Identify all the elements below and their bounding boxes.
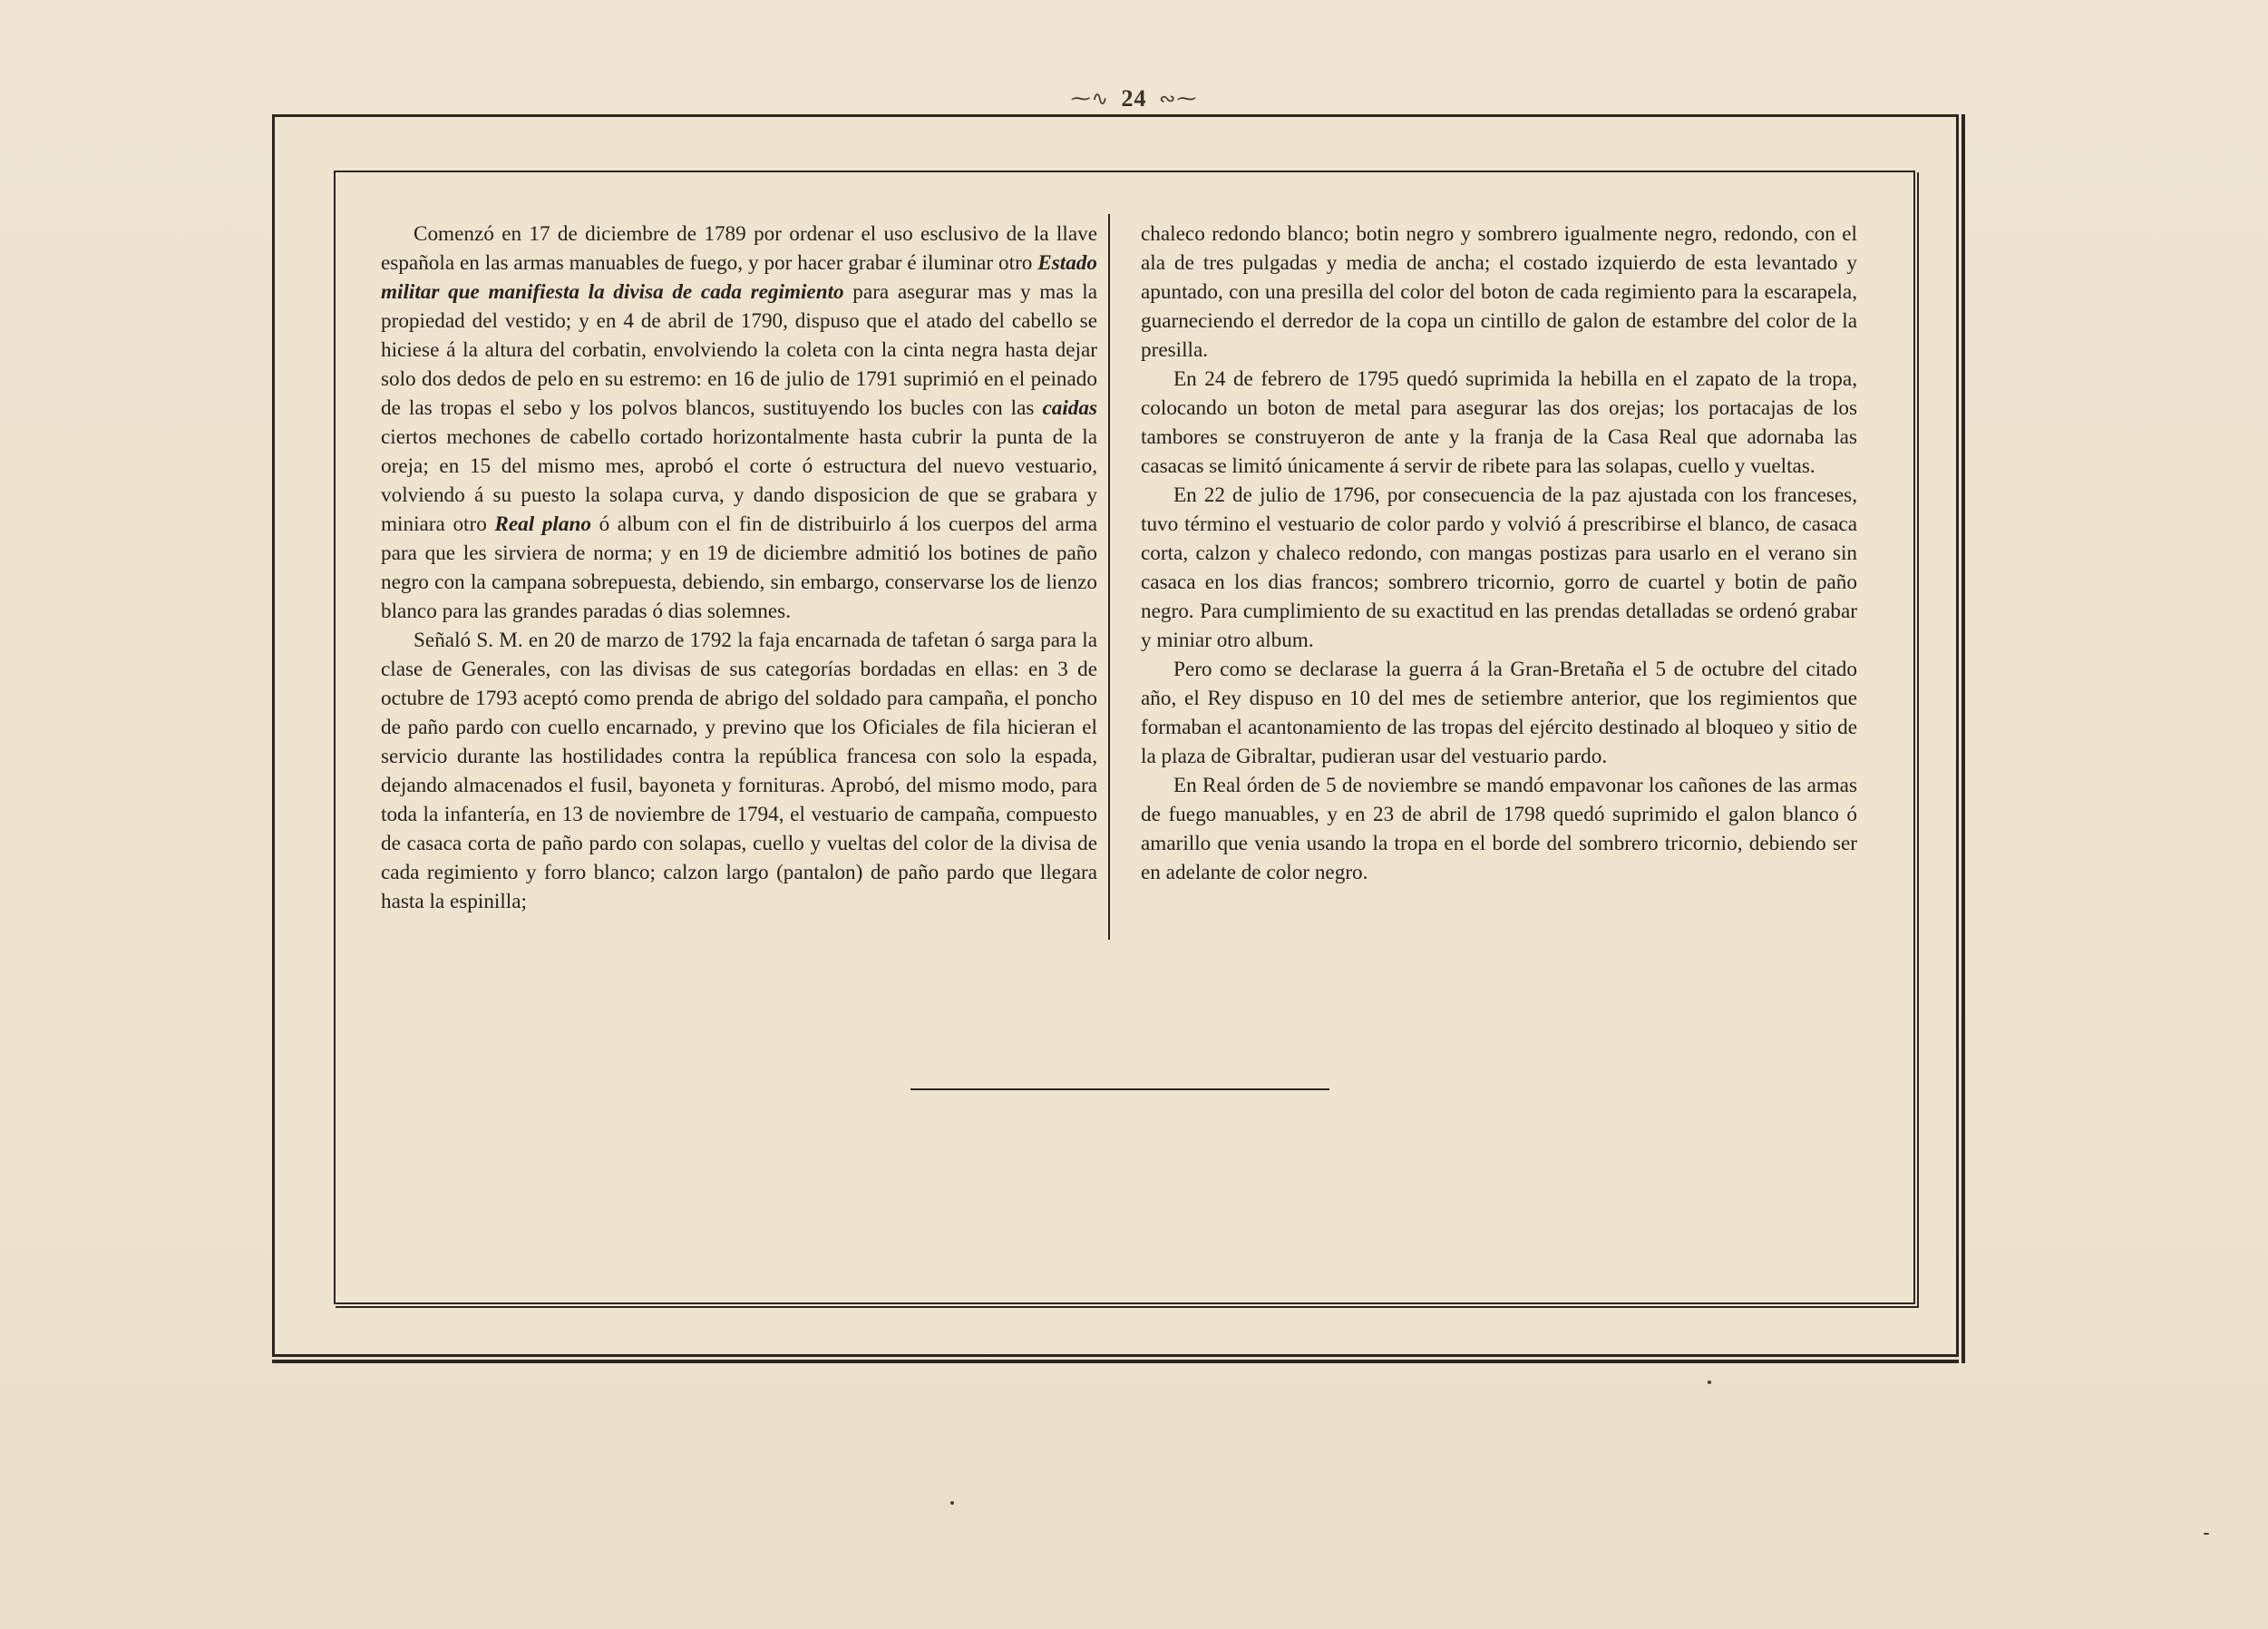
left-paragraph-1 xyxy=(381,219,1097,626)
text-run: Comenzó en 17 de diciembre de 1789 por ordenar el uso esclusivo de la llave española en las armas manuables de fuego, y por hacer grabar é iluminar otro xyxy=(381,222,1097,275)
italic-word-caidas: caidas xyxy=(1042,396,1097,420)
text-run: para asegurar mas y mas la propiedad del vestido; y en 4 de abril de 1790, dispuso que el atado del cabello se hiciese á la altura del corbatin, envolviendo la coleta con la cinta negra hasta dejar solo dos dedos de pelo en su estremo: en 16 de julio de 1791 suprimió en el peinado de las tropas el sebo y los polvos blancos, sustituyendo los bucles con las xyxy=(381,280,1097,420)
text-run: ciertos mechones de cabello cortado horizontalmente hasta cubrir la punta de la oreja; en 15 del mismo mes, aprobó el corte ó estructura del nuevo vestuario, volviendo á su puesto la solapa curva, y dando disposicion de que se grabara y miniara otro xyxy=(381,425,1097,536)
italic-title-estado-militar: Estado militar que manifiesta la divisa de cada regimiento xyxy=(381,251,1097,304)
left-paragraph-2: Señaló S. M. en 20 de marzo de 1792 la faja encarnada de tafetan ó sarga para la clase de Generales, con las divisas de sus categorías bordadas en ellas: en 3 de octubre de 1793 aceptó como prenda de abrigo del soldado para campaña, el poncho de paño pardo con cuello encarnado, y previno que los Oficiales de fila hicieran el servicio durante las hostilidades contra la república francesa con solo la espada, dejando almacenados el fusil, bayoneta y fornituras. Aprobó, del mismo modo, para toda la infantería, en 13 de noviembre de 1794, el vestuario de campaña, compuesto de casaca corta de paño pardo con solapas, cuello y vueltas del color de la divisa de cada regimiento y forro blanco; calzon largo (pantalon) de paño pardo que llegara hasta la espinilla; xyxy=(381,629,1097,913)
right-paragraph-4: Pero como se declarase la guerra á la Gran-Bretaña el 5 de octubre del citado año, el Rey dispuso en 10 del mes de setiembre anterior, que los regimientos que formaban el acantonamiento de las tropas del ejército destinado al bloqueo y sitio de la plaza de Gibraltar, pudieran usar del vestuario pardo. xyxy=(1141,658,1857,768)
left-text-column xyxy=(381,219,1097,916)
right-text-column xyxy=(1141,219,1857,887)
right-flourish-ornament: ∾⁓ xyxy=(1159,87,1198,111)
right-paragraph-3: En 22 de julio de 1796, por consecuencia de la paz ajustada con los franceses, tuvo término el vestuario de color pardo y volvió á prescribirse el blanco, de casaca corta, calzon y chaleco redondo, con mangas postizas para usarlo en el verano sin casaca en los dias francos; sombrero tricornio, gorro de cuartel y botin de paño negro. Para cumplimiento de su exactitud en las prendas detalladas se ordenó grabar y miniar otro album. xyxy=(1141,483,1857,652)
paper-speck xyxy=(2204,1533,2209,1535)
right-paragraph-2: En 24 de febrero de 1795 quedó suprimida la hebilla en el zapato de la tropa, colocando un boton de metal para asegurar las dos orejas; los portacajas de los tambores se construyeron de ante y la franja de la Casa Real que adornaba las casacas se limitó únicamente á servir de ribete para las solapas, cuello y vueltas. xyxy=(1141,367,1857,478)
paper-speck xyxy=(1708,1380,1711,1384)
right-paragraph-1: chaleco redondo blanco; botin negro y sombrero igualmente negro, redondo, con el ala de tres pulgadas y media de ancha; el costado izquierdo de esta levantado y apuntado, con una presilla del color del boton de cada regimiento para la escarapela, guarneciendo el derredor de la copa un cintillo de galon de estambre del color de la presilla. xyxy=(1141,222,1857,362)
column-divider-rule xyxy=(1108,214,1110,940)
closing-horizontal-rule xyxy=(910,1088,1329,1090)
paper-speck xyxy=(950,1501,954,1505)
page-header xyxy=(0,83,2268,112)
text-run: ó album con el fin de distribuirlo á los cuerpos del arma para que les sirviera de norma; y en 19 de diciembre admitió los botines de paño negro con la campana sobrepuesta, debiendo, sin embargo, conservarse los de lienzo blanco para las grandes paradas ó dias solemnes. xyxy=(381,512,1098,623)
page-number: 24 xyxy=(1121,85,1147,112)
italic-title-real-plano: Real plano xyxy=(494,512,591,536)
right-paragraph-5: En Real órden de 5 de noviembre se mandó empavonar los cañones de las armas de fuego manuables, y en 23 de abril de 1798 quedó suprimido el galon blanco ó amarillo que venia usando la tropa en el borde del sombrero tricornio, debiendo ser en adelante de color negro. xyxy=(1141,774,1857,884)
left-flourish-ornament: ⁓∿ xyxy=(1070,87,1109,111)
